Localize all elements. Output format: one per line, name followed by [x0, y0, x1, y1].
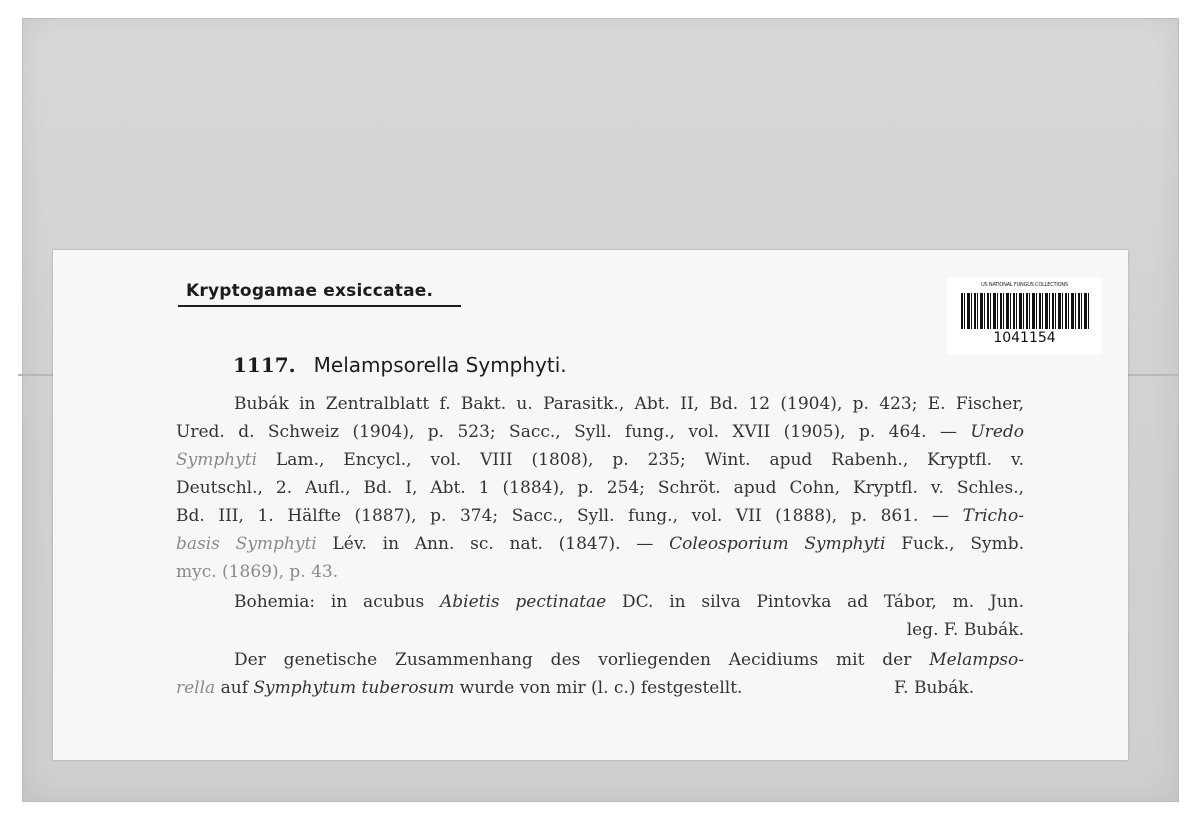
citation-text: Bd. III, 1. Hälfte (1887), p. 374; Sacc., Syll. fung., vol. VII (1888), p. 861. —	[176, 506, 963, 526]
barcode-icon	[961, 293, 1089, 329]
locality-text: Bohemia: in acubus	[234, 592, 440, 612]
citation-line-6	[176, 534, 1024, 554]
note-taxon: Melampso-	[929, 650, 1024, 670]
citation-taxon: Symphyti	[176, 450, 258, 470]
citation-text: Fuck., Symb.	[885, 534, 1024, 554]
citation-text: Lév. in Ann. sc. nat. (1847). —	[316, 534, 670, 554]
host-taxon: Abietis pectinatae	[439, 592, 607, 612]
citation-taxon: Tricho-	[962, 506, 1024, 526]
citation-line-4	[176, 478, 1024, 498]
locality-line	[234, 592, 1024, 612]
citation-line-7	[176, 562, 1024, 582]
citation-line-2	[176, 422, 1024, 442]
note-text: auf	[215, 678, 254, 698]
species-name: Melampsorella Symphyti.	[313, 353, 567, 377]
barcode-label	[947, 277, 1102, 355]
citation-text: myc. (1869), p. 43.	[176, 562, 339, 582]
note-text: wurde von mir (l. c.) festgestellt.	[454, 678, 743, 698]
citation-line-1	[234, 394, 1024, 414]
collector-line	[176, 620, 1024, 640]
species-heading	[233, 353, 567, 377]
note-line-2	[176, 678, 1006, 698]
barcode-caption: US NATIONAL FUNGUS COLLECTIONS	[981, 282, 1068, 288]
citation-text: Bubák in Zentralblatt f. Bakt. u. Parasitk., Abt. II, Bd. 12 (1904), p. 423; E. Fischer,	[234, 394, 1024, 414]
title-underline	[178, 305, 461, 307]
collector: leg. F. Bubák.	[906, 620, 1024, 640]
citation-text: Lam., Encycl., vol. VIII (1808), p. 235; Wint. apud Rabenh., Kryptfl. v.	[257, 450, 1024, 470]
note-line-1	[234, 650, 1024, 670]
note-signature: F. Bubák.	[894, 678, 975, 698]
citation-taxon: Uredo	[970, 422, 1024, 442]
note-text: Der genetische Zusammenhang des vorliegenden Aecidiums mit der	[234, 650, 930, 670]
citation-taxon: basis Symphyti	[176, 534, 317, 554]
citation-taxon: Coleosporium Symphyti	[669, 534, 886, 554]
locality-text: DC. in silva Pintovka ad Tábor, m. Jun.	[606, 592, 1024, 612]
citation-text: Ured. d. Schweiz (1904), p. 523; Sacc., Syll. fung., vol. XVII (1905), p. 464. —	[176, 422, 971, 442]
collection-title: Kryptogamae exsiccatae.	[186, 281, 434, 301]
citation-text: Deutschl., 2. Aufl., Bd. I, Abt. 1 (1884), p. 254; Schröt. apud Cohn, Kryptfl. v. Schles.,	[176, 478, 1024, 498]
citation-line-3	[176, 450, 1024, 470]
species-number: 1117.	[233, 353, 296, 377]
barcode-number: 1041154	[993, 330, 1056, 346]
note-taxon: Symphytum tuberosum	[253, 678, 455, 698]
citation-line-5	[176, 506, 1024, 526]
note-taxon: rella	[176, 678, 216, 698]
